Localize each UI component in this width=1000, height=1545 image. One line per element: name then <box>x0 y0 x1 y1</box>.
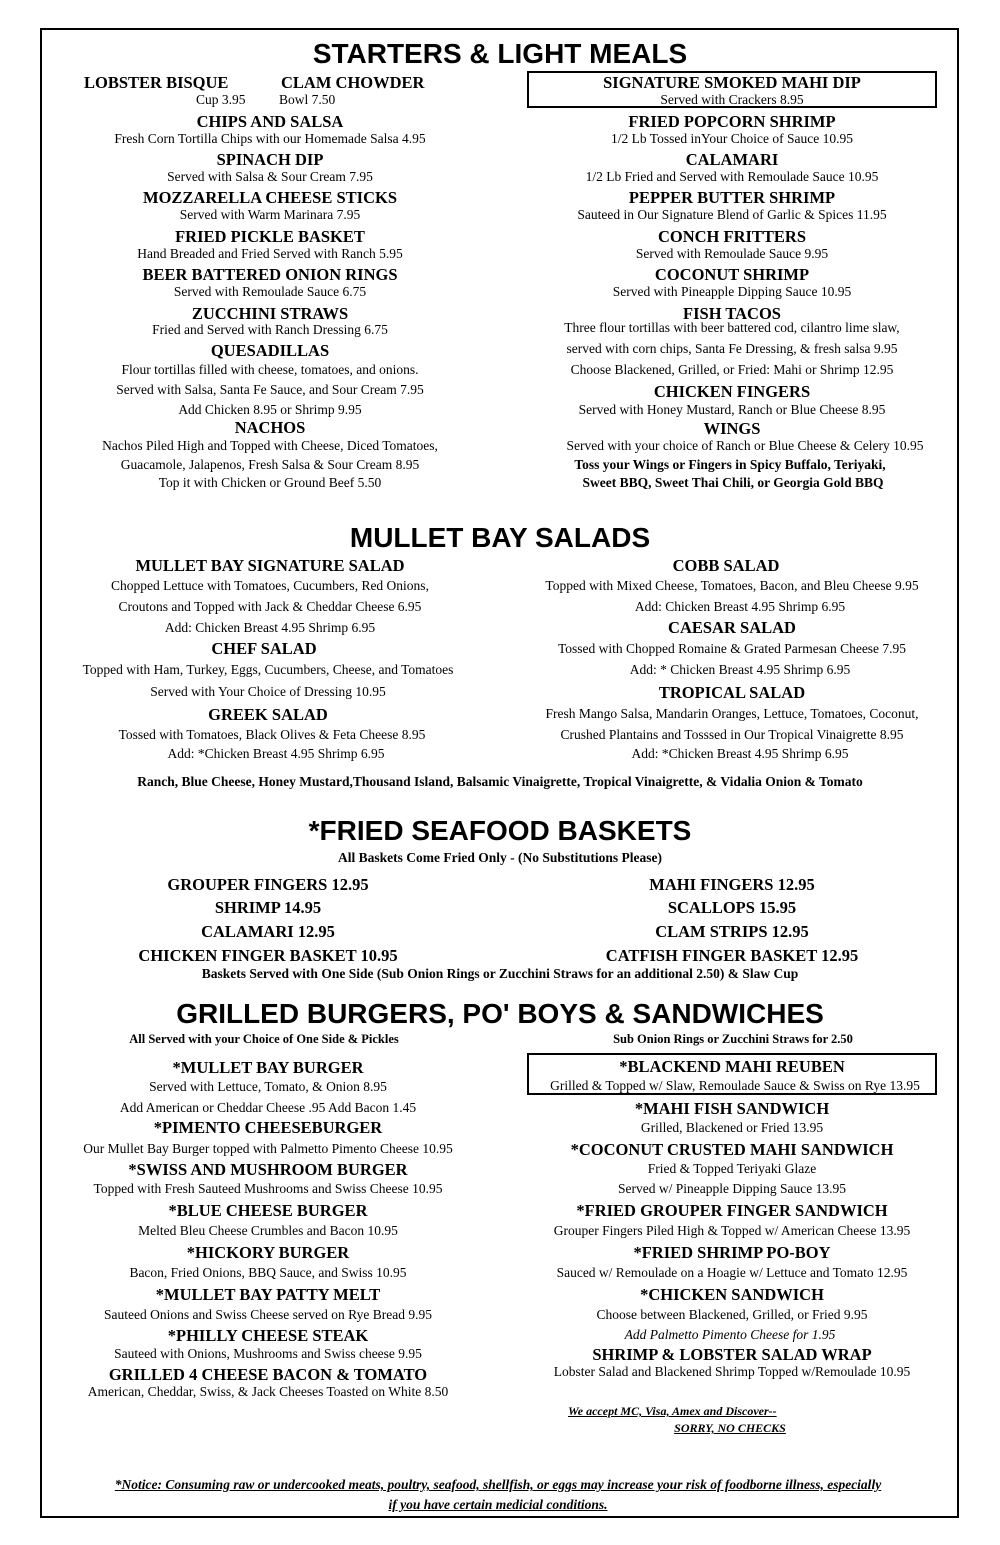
menu-item-name: *PHILLY CHEESE STEAK <box>167 1326 369 1345</box>
wings-note: Toss your Wings or Fingers in Spicy Buffalo, Teriyaki, <box>574 457 886 472</box>
menu-item-name: *FRIED SHRIMP PO-BOY <box>633 1243 831 1262</box>
menu-item-name: COCONUT SHRIMP <box>654 265 810 284</box>
starters-title: STARTERS & LIGHT MEALS <box>312 38 688 69</box>
menu-item-desc: Served with Honey Mustard, Ranch or Blue Cheese 8.95 <box>578 402 886 417</box>
menu-item-desc: Sauced w/ Remoulade on a Hoagie w/ Lettuce and Tomato 12.95 <box>556 1265 908 1280</box>
menu-item-desc: Sauteed in Our Signature Blend of Garlic & Spices 11.95 <box>577 207 887 222</box>
menu-item-name: *MAHI FISH SANDWICH <box>634 1099 830 1118</box>
burgers-sub-right: Sub Onion Rings or Zucchini Straws for 2.50 <box>613 1032 853 1046</box>
menu-item-desc: Fresh Mango Salsa, Mandarin Oranges, Lettuce, Tomatoes, Coconut, <box>545 706 919 721</box>
basket-item: CLAM STRIPS 12.95 <box>655 922 809 941</box>
menu-item-desc: Topped with Mixed Cheese, Tomatoes, Bacon, and Bleu Cheese 9.95 <box>545 578 919 593</box>
reuben-name: *BLACKEND MAHI REUBEN <box>619 1057 845 1076</box>
menu-item-name: NACHOS <box>234 418 306 437</box>
menu-item-desc: served with corn chips, Santa Fe Dressing, & fresh salsa 9.95 <box>566 341 898 356</box>
menu-item-name: *BLUE CHEESE BURGER <box>168 1201 368 1220</box>
menu-item-desc: Croutons and Topped with Jack & Cheddar Cheese 6.95 <box>118 599 422 614</box>
wings-note: Sweet BBQ, Sweet Thai Chili, or Georgia Gold BBQ <box>582 475 884 490</box>
clam-chowder-name: CLAM CHOWDER <box>281 73 425 92</box>
menu-item-desc: Add: Chicken Breast 4.95 Shrimp 6.95 <box>164 620 376 635</box>
menu-item-desc: Nachos Piled High and Topped with Cheese, Diced Tomatoes, <box>102 438 438 453</box>
burgers-title: GRILLED BURGERS, PO' BOYS & SANDWICHES <box>176 998 824 1029</box>
menu-item-name: CONCH FRITTERS <box>657 227 807 246</box>
menu-item-desc: Served with Your Choice of Dressing 10.95 <box>150 684 386 699</box>
menu-item-desc: Lobster Salad and Blackened Shrimp Topped w/Remoulade 10.95 <box>553 1364 911 1379</box>
menu-item-desc: Fried & Topped Teriyaki Glaze <box>647 1161 817 1176</box>
menu-item-name: *SWISS AND MUSHROOM BURGER <box>128 1160 408 1179</box>
menu-item-desc: Served with Pineapple Dipping Sauce 10.95 <box>612 284 852 299</box>
menu-item-desc: Served with Salsa & Sour Cream 7.95 <box>167 169 373 184</box>
menu-item-desc: Add Chicken 8.95 or Shrimp 9.95 <box>178 402 362 417</box>
menu-item-name: MULLET BAY SIGNATURE SALAD <box>135 556 405 575</box>
menu-item-desc: Flour tortillas filled with cheese, tomatoes, and onions. <box>121 362 419 377</box>
menu-item-name: MOZZARELLA CHEESE STICKS <box>143 188 397 207</box>
menu-item-name: *MULLET BAY PATTY MELT <box>155 1285 381 1304</box>
baskets-subtitle: All Baskets Come Fried Only - (No Substitutions Please) <box>338 850 662 865</box>
basket-item: SHRIMP 14.95 <box>214 898 322 917</box>
signature-dip-name: SIGNATURE SMOKED MAHI DIP <box>603 73 861 92</box>
no-checks-note: SORRY, NO CHECKS <box>674 1421 786 1435</box>
menu-item-desc: Top it with Chicken or Ground Beef 5.50 <box>158 475 382 490</box>
menu-item-desc: Hand Breaded and Fried Served with Ranch 5.95 <box>137 246 403 261</box>
menu-item-name: CHEF SALAD <box>211 639 317 658</box>
menu-item-desc: Guacamole, Jalapenos, Fresh Salsa & Sour Cream 8.95 <box>120 457 420 472</box>
menu-item-name: CALAMARI <box>685 150 779 169</box>
salads-title: MULLET BAY SALADS <box>349 522 651 553</box>
menu-item-name: GRILLED 4 CHEESE BACON & TOMATO <box>108 1365 428 1384</box>
menu-item-name: *COCONUT CRUSTED MAHI SANDWICH <box>570 1140 894 1159</box>
menu-item-desc: Served with Lettuce, Tomato, & Onion 8.95 <box>149 1079 387 1094</box>
basket-item: CHICKEN FINGER BASKET 10.95 <box>138 946 398 965</box>
menu-item-name: SHRIMP & LOBSTER SALAD WRAP <box>592 1345 872 1364</box>
menu-item-desc: Add: * Chicken Breast 4.95 Shrimp 6.95 <box>629 662 851 677</box>
menu-item-desc: Served w/ Pineapple Dipping Sauce 13.95 <box>618 1181 846 1196</box>
bowl-price: Bowl 7.50 <box>279 92 336 107</box>
menu-item-desc: Chopped Lettuce with Tomatoes, Cucumbers, Red Onions, <box>111 578 429 593</box>
menu-item-name: *CHICKEN SANDWICH <box>640 1285 824 1304</box>
menu-item-name: FISH TACOS <box>683 304 781 323</box>
menu-item-desc: Tossed with Chopped Romaine & Grated Parmesan Cheese 7.95 <box>557 641 907 656</box>
pimento-addon: Add Palmetto Pimento Cheese for 1.95 <box>624 1327 836 1342</box>
basket-item: CATFISH FINGER BASKET 12.95 <box>605 946 859 965</box>
menu-item-name: PEPPER BUTTER SHRIMP <box>628 188 836 207</box>
menu-item-desc: 1/2 Lb Fried and Served with Remoulade Sauce 10.95 <box>585 169 879 184</box>
basket-item: MAHI FINGERS 12.95 <box>649 875 815 894</box>
menu-item-name: *MULLET BAY BURGER <box>172 1058 364 1077</box>
menu-item-name: ZUCCHINI STRAWS <box>191 304 349 323</box>
menu-item-name: *PIMENTO CHEESEBURGER <box>153 1118 383 1137</box>
menu-item-desc: Choose Blackened, Grilled, or Fried: Mahi or Shrimp 12.95 <box>570 362 894 377</box>
menu-item-desc: Add American or Cheddar Cheese .95 Add Bacon 1.45 <box>119 1100 417 1115</box>
menu-item-name: *FRIED GROUPER FINGER SANDWICH <box>576 1201 888 1220</box>
reuben-desc: Grilled & Topped w/ Slaw, Remoulade Sauce & Swiss on Rye 13.95 <box>550 1078 920 1093</box>
menu-item-desc: Grouper Fingers Piled High & Topped w/ American Cheese 13.95 <box>553 1223 911 1238</box>
menu-item-name: *HICKORY BURGER <box>186 1243 350 1262</box>
menu-item-name: CHIPS AND SALSA <box>196 112 344 131</box>
health-notice: if you have certain medicial conditions. <box>388 1497 608 1512</box>
menu-item-desc: Tossed with Tomatoes, Black Olives & Feta Cheese 8.95 <box>118 727 426 742</box>
menu-item-name: WINGS <box>703 419 761 438</box>
dressings-list: Ranch, Blue Cheese, Honey Mustard,Thousand Island, Balsamic Vinaigrette, Tropical Vinaigrette, & Vidalia Onion & Tomato <box>137 774 863 789</box>
payment-note: We accept MC, Visa, Amex and Discover-- <box>568 1404 777 1418</box>
menu-item-desc: Bacon, Fried Onions, BBQ Sauce, and Swiss 10.95 <box>129 1265 407 1280</box>
burgers-sub-left: All Served with your Choice of One Side & Pickles <box>129 1032 399 1046</box>
menu-item-desc: American, Cheddar, Swiss, & Jack Cheeses Toasted on White 8.50 <box>87 1384 449 1399</box>
menu-item-name: FRIED POPCORN SHRIMP <box>628 112 836 131</box>
menu-item-name: CHICKEN FINGERS <box>653 382 811 401</box>
menu-item-name: QUESADILLAS <box>210 341 330 360</box>
menu-item-desc: Grilled, Blackened or Fried 13.95 <box>640 1120 824 1135</box>
baskets-footer: Baskets Served with One Side (Sub Onion Rings or Zucchini Straws for an additional 2.50) & Slaw Cup <box>201 966 799 981</box>
menu-item-desc: Fresh Corn Tortilla Chips with our Homemade Salsa 4.95 <box>114 131 426 146</box>
signature-dip-desc: Served with Crackers 8.95 <box>660 92 804 107</box>
menu-item-desc: Sauteed with Onions, Mushrooms and Swiss cheese 9.95 <box>114 1346 422 1361</box>
lobster-bisque-name: LOBSTER BISQUE <box>84 73 229 92</box>
menu-item-desc: Served with Remoulade Sauce 9.95 <box>635 246 829 261</box>
basket-item: CALAMARI 12.95 <box>201 922 335 941</box>
menu-item-desc: Sauteed Onions and Swiss Cheese served on Rye Bread 9.95 <box>104 1307 432 1322</box>
basket-item: SCALLOPS 15.95 <box>667 898 797 917</box>
menu-item-name: FRIED PICKLE BASKET <box>175 227 365 246</box>
menu-item-desc: Topped with Ham, Turkey, Eggs, Cucumbers, Cheese, and Tomatoes <box>82 662 454 677</box>
menu-item-desc: Served with Remoulade Sauce 6.75 <box>173 284 367 299</box>
health-notice: *Notice: Consuming raw or undercooked meats, poultry, seafood, shellfish, or eggs may increase your risk of foodborne illness, especially <box>114 1477 882 1492</box>
menu-item-desc: Topped with Fresh Sauteed Mushrooms and Swiss Cheese 10.95 <box>93 1181 443 1196</box>
menu-item-desc: Served with your choice of Ranch or Blue Cheese & Celery 10.95 <box>566 438 924 453</box>
menu-item-desc: Melted Bleu Cheese Crumbles and Bacon 10.95 <box>138 1223 398 1238</box>
menu-item-desc: Our Mullet Bay Burger topped with Palmetto Pimento Cheese 10.95 <box>83 1141 453 1156</box>
menu-item-desc: Add: *Chicken Breast 4.95 Shrimp 6.95 <box>167 746 385 761</box>
menu-item-desc: Fried and Served with Ranch Dressing 6.75 <box>152 322 388 337</box>
menu-item-desc: Add: Chicken Breast 4.95 Shrimp 6.95 <box>634 599 846 614</box>
menu-item-desc: Choose between Blackened, Grilled, or Fried 9.95 <box>596 1307 868 1322</box>
cup-price: Cup 3.95 <box>196 92 246 107</box>
menu-item-name: GREEK SALAD <box>208 705 328 724</box>
menu-item-name: CAESAR SALAD <box>668 618 796 637</box>
menu-item-desc: Served with Warm Marinara 7.95 <box>179 207 361 222</box>
basket-item: GROUPER FINGERS 12.95 <box>167 875 369 894</box>
menu-item-name: SPINACH DIP <box>216 150 324 169</box>
menu-item-name: TROPICAL SALAD <box>658 683 806 702</box>
menu-item-desc: Crushed Plantains and Tosssed in Our Tropical Vinaigrette 8.95 <box>560 727 904 742</box>
baskets-title: *FRIED SEAFOOD BASKETS <box>308 815 692 846</box>
menu-item-desc: Served with Salsa, Santa Fe Sauce, and Sour Cream 7.95 <box>116 382 424 397</box>
menu-item-desc: 1/2 Lb Tossed inYour Choice of Sauce 10.95 <box>611 131 853 146</box>
menu-item-desc: Three flour tortillas with beer battered cod, cilantro lime slaw, <box>564 320 900 335</box>
menu-item-name: BEER BATTERED ONION RINGS <box>142 265 398 284</box>
menu-item-desc: Add: *Chicken Breast 4.95 Shrimp 6.95 <box>631 746 849 761</box>
menu-item-name: COBB SALAD <box>672 556 780 575</box>
